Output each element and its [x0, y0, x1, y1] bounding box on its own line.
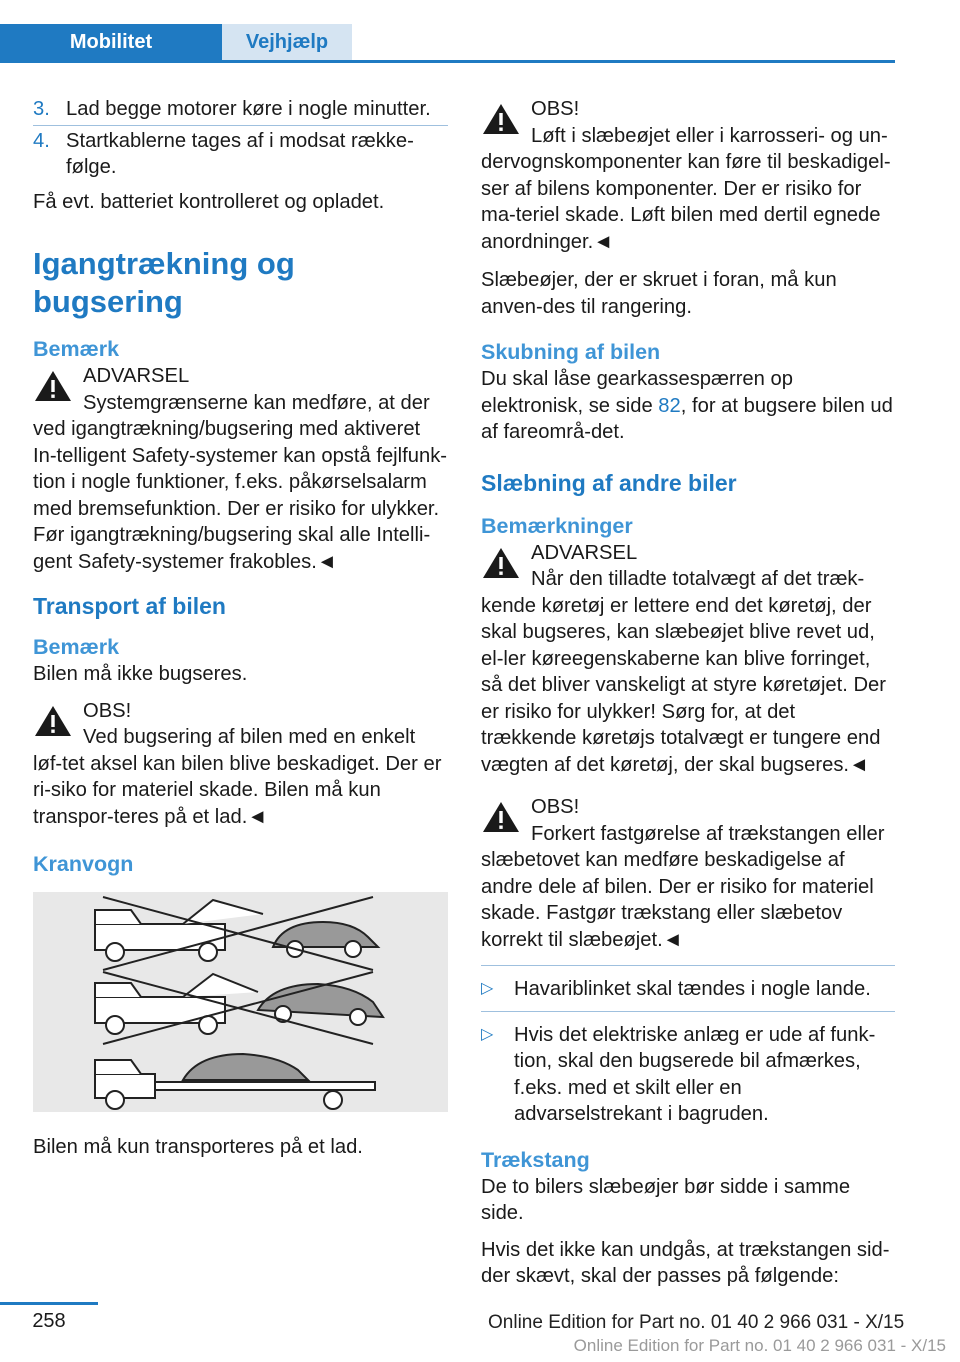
warning-label: ADVARSEL — [531, 541, 638, 564]
text-span: Du skal låse gearkassespærren op elektronisk, se side — [481, 368, 793, 417]
warning-triangle-icon — [33, 704, 73, 738]
warning-text: Systemgrænserne kan medføre, at der ved igangtrækning/bugsering med aktiveret In-telligent Safety-systemer kan opstå fejlfunk-tion i nogle funktioner, f.eks. påkørselsalarm med bremsefunktion. Der er risiko for ulykker. Før igangtrækning/bugsering skal alle Intelli-gent Safety-systemer frakobles.◄ — [33, 391, 448, 573]
step-text: Startkablerne tages af i modsat række-følge. — [66, 129, 414, 178]
step-item — [33, 128, 448, 181]
footer-rule — [0, 1302, 98, 1305]
tab-vejhjaelp[interactable]: Vejhjælp — [222, 24, 352, 60]
section-title: Igangtrækning og bugsering — [33, 246, 295, 319]
warning-triangle-icon — [481, 102, 521, 136]
tab-mobilitet[interactable]: Mobilitet — [0, 24, 222, 60]
page-number: 258 — [32, 1310, 66, 1332]
paragraph: Slæbeøjer, der er skruet i foran, må kun anven-des til rangering. — [481, 269, 837, 318]
caution-block — [481, 96, 895, 255]
warning-triangle-icon — [481, 800, 521, 834]
caution-label: OBS! — [531, 98, 580, 120]
divider — [481, 965, 895, 966]
list-item-text: Havariblinket skal tændes i nogle lande. — [514, 978, 871, 1000]
warning-triangle-icon — [33, 369, 73, 403]
watermark: Online Edition for Part no. 01 40 2 966 031 - X/15 — [573, 1336, 946, 1355]
step-number: 4. — [33, 129, 50, 152]
figure-caption: Bilen må kun transporteres på et lad. — [33, 1136, 363, 1158]
subheading: Trækstang — [481, 1147, 590, 1172]
caution-text: Forkert fastgørelse af trækstangen eller slæbetovet kan medføre beskadigelse af andre dele af bilen. Der er risiko for materiel skade. Fastgør trækstang eller slæbetov korrekt til slæbeøjet.◄ — [481, 822, 885, 951]
right-column — [481, 96, 895, 1300]
tow-truck-illustration — [33, 892, 448, 1112]
caution-label: OBS! — [83, 699, 132, 722]
header-rule — [0, 60, 895, 63]
caution-text: Ved bugsering af bilen med en enkelt løf-tet aksel kan bilen blive beskadiget. Der er ri-siko for materiel skade. Bilen må kun transpor-teres på et lad.◄ — [33, 726, 442, 828]
subheading: Bemærk — [33, 635, 120, 659]
warning-text: Når den tilladte totalvægt af det træk-kende køretøj er lettere end det køretøj, der skal bugseres, kan slæbeøjet blive revet ud, el-ler køreegenskaberne kan blive forringet, så det bliver vanskeligt at styre køretøjet. Der er risiko for ulykker! Sørg for, at det trækkende køretøjs totalvægt er tungere end vægten af det køretøj, der skal bugseres.◄ — [481, 568, 887, 776]
list-item — [481, 1022, 895, 1128]
paragraph: Få evt. batteriet kontrolleret og opladet. — [33, 190, 385, 213]
caution-block — [33, 698, 448, 831]
list-item-text: Hvis det elektriske anlæg er ude af funk-tion, skal den bugserede bil afmærkes, f.eks. med et skilt eller en advarselstrekant i bagruden. — [514, 1023, 876, 1125]
step-number: 3. — [33, 98, 50, 120]
footer-edition: Online Edition for Part no. 01 40 2 966 031 - X/15 — [488, 1312, 905, 1333]
triangle-right-icon: ▷ — [481, 980, 494, 997]
step-text: Lad begge motorer køre i nogle minutter. — [66, 98, 431, 120]
caution-block — [481, 794, 895, 953]
subheading: Bemærkninger — [481, 513, 633, 538]
paragraph — [481, 366, 895, 446]
warning-label: ADVARSEL — [83, 365, 190, 387]
tow-truck-drawing — [33, 892, 448, 1112]
divider — [481, 1011, 895, 1012]
header-tabbar — [0, 0, 895, 62]
left-column — [33, 96, 448, 1171]
text-span: , for at bugsere bilen ud af fareområ-det. — [481, 394, 893, 443]
subheading: Bemærk — [33, 337, 120, 361]
paragraph: Bilen må ikke bugseres. — [33, 663, 248, 685]
subheading: Skubning af bilen — [481, 340, 661, 364]
paragraph: Hvis det ikke kan undgås, at trækstangen sid-der skævt, skal der passes på følgende: — [481, 1238, 890, 1287]
section-heading: Transport af bilen — [33, 593, 226, 619]
triangle-right-icon: ▷ — [481, 1025, 494, 1043]
list-item — [481, 976, 895, 1003]
warning-triangle-icon — [481, 546, 521, 580]
paragraph: De to bilers slæbeøjer bør sidde i samme side. — [481, 1175, 851, 1224]
subheading: Kranvogn — [33, 852, 134, 876]
page-link[interactable]: 82 — [658, 394, 681, 417]
caution-label: OBS! — [531, 796, 580, 818]
caution-text: Løft i slæbeøjet eller i karrosseri- og un-dervognskomponenter kan føre til beskadigel-ser af bilens komponenter. Der er risiko for ma-teriel skade. Løft bilen med dertil egnede anordninger.◄ — [481, 124, 891, 253]
warning-block — [33, 363, 448, 575]
divider — [33, 125, 448, 126]
section-heading: Slæbning af andre biler — [481, 469, 737, 496]
warning-block — [481, 540, 895, 779]
step-item — [33, 96, 448, 123]
